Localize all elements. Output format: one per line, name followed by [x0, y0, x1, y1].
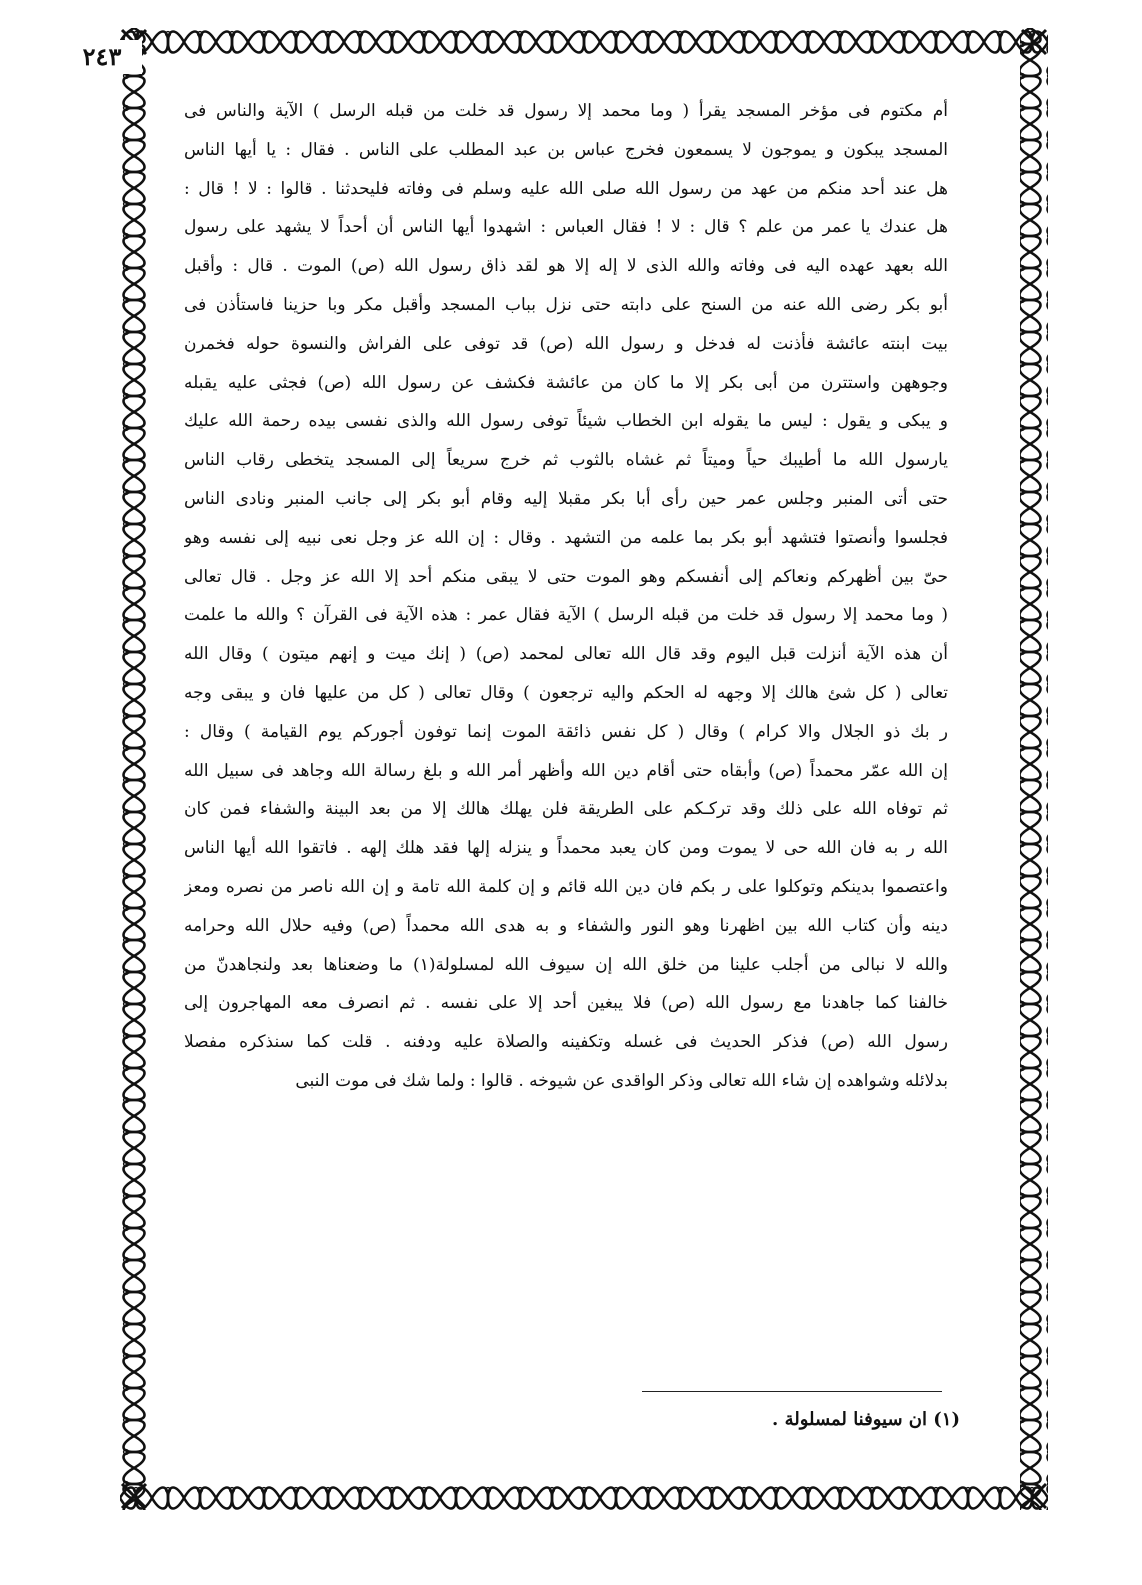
- text-line: تعالى ( كل شئ هالك إلا وجهه له الحكم واليه ترجعون ) وقال تعالى ( كل من عليها فان و يبقى وجه: [184, 682, 948, 703]
- text-line: ثم توفاه الله على ذلك وقد تركـكم على الطريقة فلن يهلك هالك إلا من بعد البينة والشفاء فمن كان: [184, 799, 948, 820]
- text-line: الله ر به فان الله حى لا يموت ومن كان يعبد محمداً و ينزله إلها فقد هلك إلهه . فاتقوا الله أيها الناس: [184, 838, 948, 859]
- text-line: و يبكى و يقول : ليس ما يقوله ابن الخطاب شيئاً توفى رسول الله والذى نفسى بيده رحمة الله عليك: [184, 411, 948, 432]
- text-line: واعتصموا بدينكم وتوكلوا على ر بكم فان دين الله قائم و إن كلمة الله تامة و إن الله ناصر من نصره ومعز: [184, 876, 948, 897]
- footnote-divider: [642, 1391, 942, 1392]
- text-line: هل عندك يا عمر من علم ؟ قال : لا ! فقال العباس : اشهدوا أيها الناس أن أحداً لا يشهد على رسول: [184, 217, 948, 238]
- text-line: إن الله عمّر محمداً (ص) وأبقاه حتى أقام دين الله وأظهر أمر الله و بلغ رسالة الله وجاهد فى سبيل الله: [184, 760, 948, 781]
- text-line: والله لا نبالى من أجلب علينا من خلق الله إن سيوف الله لمسلولة(١) ما وضعناها بعد ولنجاهدنّ من: [184, 954, 948, 975]
- text-line: حىّ بين أظهركم ونعاكم إلى أنفسكم وهو الموت حتى لا يبقى منكم أحد إلا الله عز وجل . قال تعالى: [184, 566, 948, 587]
- text-line: الله بعهد عهده اليه فى وفاته والله الذى لا إله إلا هو لقد ذاق رسول الله (ص) الموت . قال : وأقبل: [184, 256, 948, 277]
- text-line: خالفنا كما جاهدنا مع رسول الله (ص) فلا يبغين أحد إلا على نفسه . ثم انصرف معه المهاجرون إلى: [184, 993, 948, 1014]
- text-line: بدلائله وشواهده إن شاء الله تعالى وذكر الواقدى عن شيوخه . قالوا : ولما شك فى موت النبى: [295, 1070, 948, 1091]
- text-line: المسجد يبكون و يموجون لا يسمعون فخرج عباس بن عبد المطلب على الناس . فقال : يا أيها الناس: [184, 139, 948, 160]
- text-line: ر بك ذو الجلال والا كرام ) وقال ( كل نفس ذائقة الموت إنما توفون أجوركم يوم القيامة ) وقال :: [184, 721, 948, 742]
- text-line: أبو بكر رضى الله عنه من السنح على دابته حتى نزل بباب المسجد وأقبل مكر وبا حزينا فاستأذن فى: [184, 294, 948, 315]
- page-number: ٢٤٣: [62, 40, 142, 74]
- text-line: رسول الله (ص) فذكر الحديث فى غسله وتكفينه والصلاة عليه ودفنه . قلت كما سنذكره مفصلا: [184, 1032, 948, 1053]
- text-line: حتى أتى المنبر وجلس عمر حين رأى أبا بكر مقبلا إليه وقام أبو بكر إلى جانب المنبر ونادى الناس: [184, 488, 948, 509]
- text-line: ( وما محمد إلا رسول قد خلت من قبله الرسل ) الآية فقال عمر : هذه الآية فى القرآن ؟ والله ما علمت: [184, 605, 948, 626]
- text-line: أم مكتوم فى مؤخر المسجد يقرأ ( وما محمد إلا رسول قد خلت من قبله الرسل ) الآية والناس فى: [184, 101, 948, 121]
- text-line: وجوههن واستترن من أبى بكر إلا ما كان من عائشة فكشف عن رسول الله (ص) فجثى عليه يقبله: [184, 372, 948, 393]
- footnote: (١) ان سيوفنا لمسلولة .: [772, 1409, 960, 1430]
- text-line: بيت ابنته عائشة فأذنت له فدخل و رسول الله (ص) قد توفى على الفراش والنسوة حوله فخمرن: [184, 333, 948, 354]
- text-line: دينه وأن كتاب الله بين اظهرنا وهو النور والشفاء و به هدى الله محمداً (ص) وفيه حلال الله وحرامه: [184, 915, 948, 936]
- text-line: هل عند أحد منكم من عهد من رسول الله صلى الله عليه وسلم فى وفاته فليحدثنا . قالوا : لا ! قال :: [184, 178, 948, 199]
- text-line: فجلسوا وأنصتوا فتشهد أبو بكر بما علمه من التشهد . وقال : إن الله عز وجل نعى نبيه إلى نفسه وهو: [184, 527, 948, 548]
- body-text: [184, 92, 948, 1101]
- text-line: أن هذه الآية أنزلت قبل اليوم وقد قال الله تعالى لمحمد (ص) ( إنك ميت و إنهم ميتون ) وقال الله: [184, 644, 948, 665]
- text-line: يارسول الله ما أطيبك حياً وميتاً ثم غشاه بالثوب ثم خرج سريعاً إلى المسجد يتخطى رقاب الناس: [184, 450, 948, 471]
